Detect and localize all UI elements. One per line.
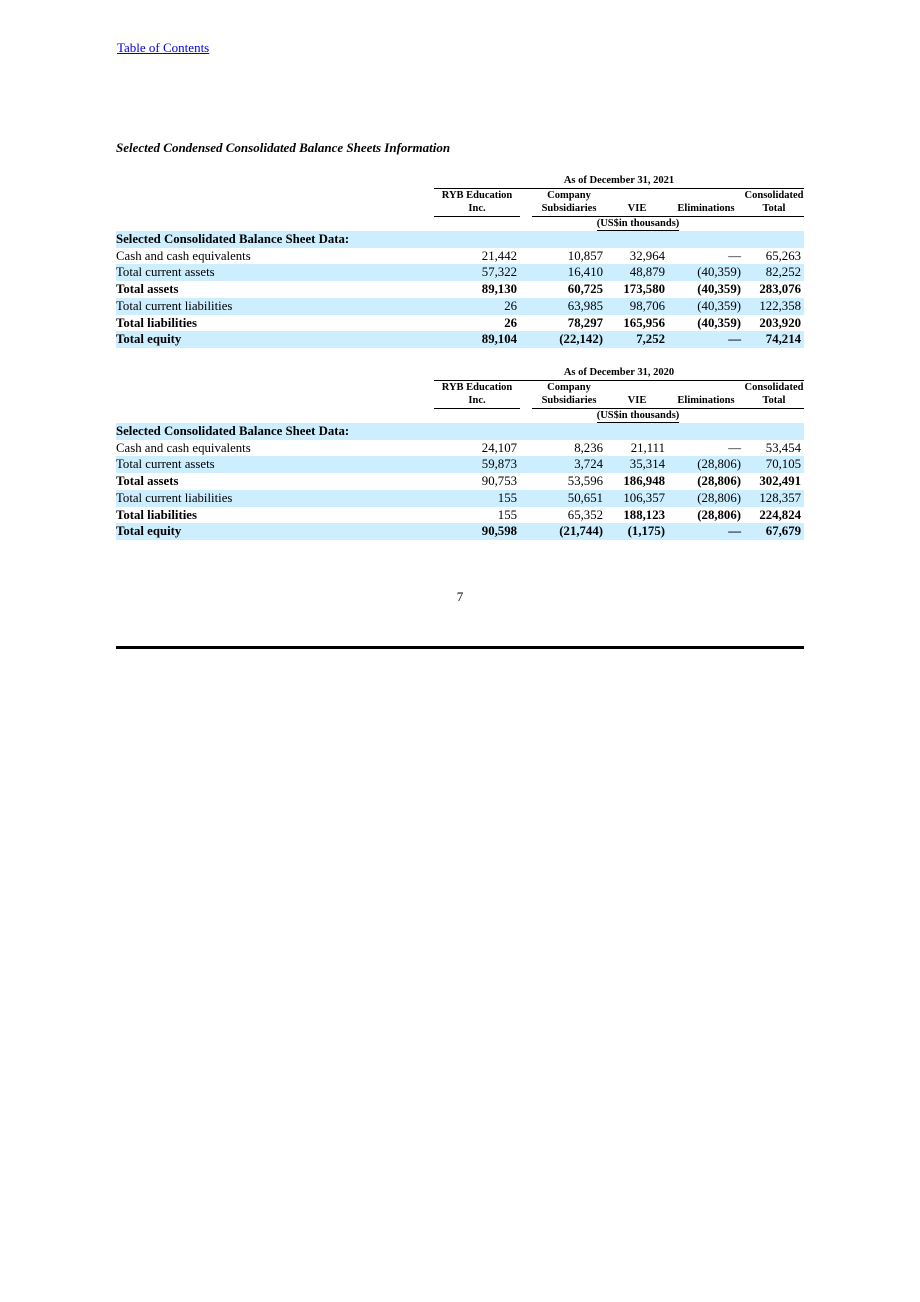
balance-sheet-table-2020 <box>116 364 804 540</box>
table-row: Total assets 89,130 60,725 173,580 (40,359) 283,076 <box>116 282 801 297</box>
section-label: Selected Consolidated Balance Sheet Data: <box>116 231 804 248</box>
table-row: Total current liabilities 155 50,651 106,357 (28,806) 128,357 <box>116 490 804 507</box>
section-title: Selected Condensed Consolidated Balance Sheets Information <box>116 140 451 155</box>
section-label: Selected Consolidated Balance Sheet Data: <box>116 423 804 440</box>
col-header-company: Company Subsidiaries <box>541 381 597 406</box>
col-header-consolidated: Consolidated Total <box>744 189 804 214</box>
table-row: Total current assets 57,322 16,410 48,879 (40,359) 82,252 <box>116 264 804 281</box>
col-header-eliminations: Eliminations <box>677 395 735 406</box>
table-row: Total liabilities 155 65,352 188,123 (28,806) 224,824 <box>116 507 801 522</box>
col-header-consolidated: Consolidated Total <box>744 381 804 406</box>
table-row: Cash and cash equivalents 24,107 8,236 21,111 — 53,454 <box>116 440 801 455</box>
units-label: (US$in thousands) <box>597 217 680 232</box>
page-divider <box>116 646 804 649</box>
col-header-ryb: RYB Education Inc. <box>441 189 513 214</box>
units-label: (US$in thousands) <box>597 409 680 424</box>
period-header: As of December 31, 2021 <box>434 174 804 189</box>
col-header-eliminations: Eliminations <box>677 203 735 214</box>
balance-sheet-table-2021 <box>116 172 804 348</box>
period-header: As of December 31, 2020 <box>434 366 804 381</box>
table-row: Total current assets 59,873 3,724 35,314 (28,806) 70,105 <box>116 456 804 473</box>
table-row: Cash and cash equivalents 21,442 10,857 32,964 — 65,263 <box>116 248 801 263</box>
table-row: Total liabilities 26 78,297 165,956 (40,359) 203,920 <box>116 315 801 330</box>
col-header-vie: VIE <box>627 395 647 406</box>
table-row: Total equity 90,598 (21,744) (1,175) — 67,679 <box>116 523 804 540</box>
col-header-vie: VIE <box>627 203 647 214</box>
col-header-ryb: RYB Education Inc. <box>441 381 513 406</box>
page-number: 7 <box>456 589 464 604</box>
table-row: Total current liabilities 26 63,985 98,706 (40,359) 122,358 <box>116 298 804 315</box>
table-row: Total equity 89,104 (22,142) 7,252 — 74,214 <box>116 331 804 348</box>
table-of-contents-link[interactable]: Table of Contents <box>117 40 210 55</box>
col-header-company: Company Subsidiaries <box>541 189 597 214</box>
table-row: Total assets 90,753 53,596 186,948 (28,806) 302,491 <box>116 474 801 489</box>
